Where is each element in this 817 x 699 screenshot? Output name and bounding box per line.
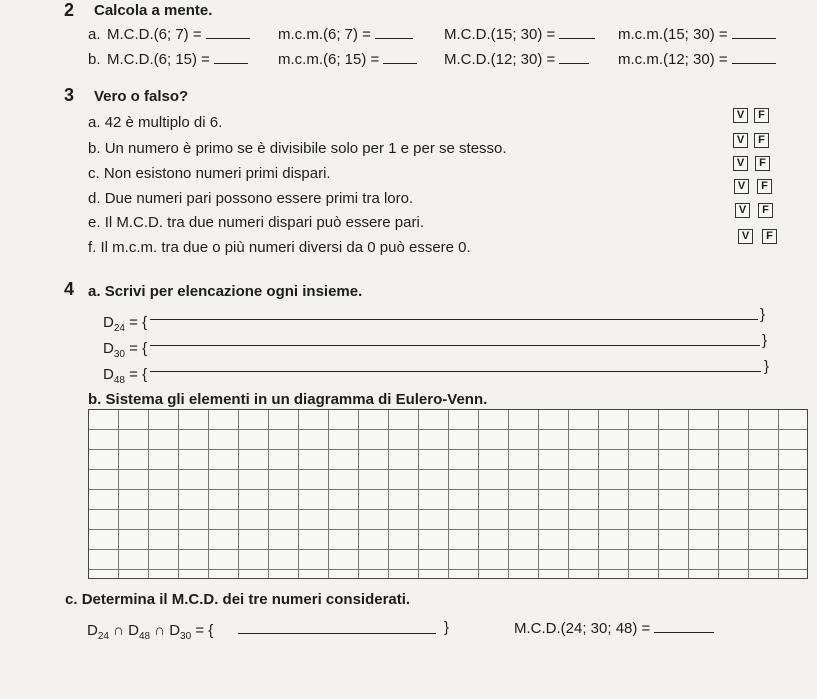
answer-blank[interactable] xyxy=(206,26,250,39)
question-mcd-12-30: M.C.D.(12; 30) = xyxy=(444,51,556,68)
row-b-label: b. xyxy=(88,51,101,68)
exercise-4-number: 4 xyxy=(64,279,75,299)
part-c-instruction: Determina il M.C.D. dei tre numeri considerati. xyxy=(81,591,411,608)
answer-blank[interactable] xyxy=(732,51,776,64)
question-mcm-6-15: m.c.m.(6; 15) = xyxy=(278,51,380,68)
true-checkbox[interactable]: V xyxy=(733,108,748,123)
question-mcd-6-15: M.C.D.(6; 15) = xyxy=(107,51,210,68)
part-b-instruction: Sistema gli elementi in un diagramma di Eulero-Venn. xyxy=(105,391,488,408)
true-checkbox[interactable]: V xyxy=(733,133,748,148)
question-mcm-15-30: m.c.m.(15; 30) = xyxy=(618,26,728,43)
set-d30-close-brace: } xyxy=(762,332,768,349)
intersection-expression: $D_{24}$ ∩ $D_{48}$ ∩ $D_{30}$ = { xyxy=(87,622,214,642)
set-d48-input-line[interactable] xyxy=(150,371,761,372)
exercise-2-number: 2 xyxy=(64,0,75,20)
exercise-3-number: 3 xyxy=(64,85,75,105)
tf-item-label: f. xyxy=(88,239,97,256)
false-checkbox[interactable]: F xyxy=(757,179,772,194)
intersection-close-brace: } xyxy=(444,619,450,636)
tf-item-label: a. xyxy=(88,114,101,131)
question-mcm-12-30: m.c.m.(12; 30) = xyxy=(618,51,728,68)
set-d48-close-brace: } xyxy=(764,358,770,375)
tf-item-label: e. xyxy=(88,214,101,231)
part-b-label: b. xyxy=(88,391,102,408)
answer-blank[interactable] xyxy=(559,51,589,64)
tf-item-label: d. xyxy=(88,190,101,207)
tf-item-label: c. xyxy=(88,165,100,182)
true-checkbox[interactable]: V xyxy=(735,203,750,218)
answer-blank[interactable] xyxy=(383,51,417,64)
row-a-label: a. xyxy=(88,26,101,43)
false-checkbox[interactable]: F xyxy=(762,229,777,244)
set-d30-label: $D_{30}$ = { xyxy=(103,340,148,360)
exercise-2-title: Calcola a mente. xyxy=(94,2,213,19)
answer-blank[interactable] xyxy=(732,26,776,39)
false-checkbox[interactable]: F xyxy=(758,203,773,218)
tf-statement: Due numeri pari possono essere primi tra loro. xyxy=(104,190,414,207)
exercise-3-title: Vero o falso? xyxy=(94,88,189,105)
intersection-input-line[interactable] xyxy=(238,633,436,634)
question-mcm-6-7: m.c.m.(6; 7) = xyxy=(278,26,371,43)
part-c-label: c. xyxy=(65,591,78,608)
venn-diagram-grid[interactable] xyxy=(88,409,808,579)
answer-blank[interactable] xyxy=(654,620,714,633)
set-d30-input-line[interactable] xyxy=(150,345,760,346)
set-d24-label: $D_{24}$ = { xyxy=(103,314,148,334)
tf-statement: Non esistono numeri primi dispari. xyxy=(103,165,331,182)
question-mcd-15-30: M.C.D.(15; 30) = xyxy=(444,26,556,43)
true-checkbox[interactable]: V xyxy=(734,179,749,194)
set-d24-close-brace: } xyxy=(760,306,766,323)
tf-statement: Un numero è primo se è divisibile solo per 1 e per se stesso. xyxy=(104,140,507,157)
true-checkbox[interactable]: V xyxy=(738,229,753,244)
answer-blank[interactable] xyxy=(559,26,595,39)
part-a-instruction: Scrivi per elencazione ogni insieme. xyxy=(104,283,363,300)
true-checkbox[interactable]: V xyxy=(733,156,748,171)
tf-statement: Il M.C.D. tra due numeri dispari può essere pari. xyxy=(104,214,424,231)
set-d24-input-line[interactable] xyxy=(150,319,758,320)
false-checkbox[interactable]: F xyxy=(754,108,769,123)
mcd-three-numbers: M.C.D.(24; 30; 48) = xyxy=(514,620,651,637)
tf-item-label: b. xyxy=(88,140,101,157)
answer-blank[interactable] xyxy=(375,26,413,39)
tf-statement: Il m.c.m. tra due o più numeri diversi da 0 può essere 0. xyxy=(100,239,471,256)
tf-statement: 42 è multiplo di 6. xyxy=(104,114,223,131)
part-a-label: a. xyxy=(88,283,101,300)
set-d48-label: $D_{48}$ = { xyxy=(103,366,148,386)
question-mcd-6-7: M.C.D.(6; 7) = xyxy=(107,26,202,43)
false-checkbox[interactable]: F xyxy=(754,133,769,148)
false-checkbox[interactable]: F xyxy=(755,156,770,171)
answer-blank[interactable] xyxy=(214,51,248,64)
